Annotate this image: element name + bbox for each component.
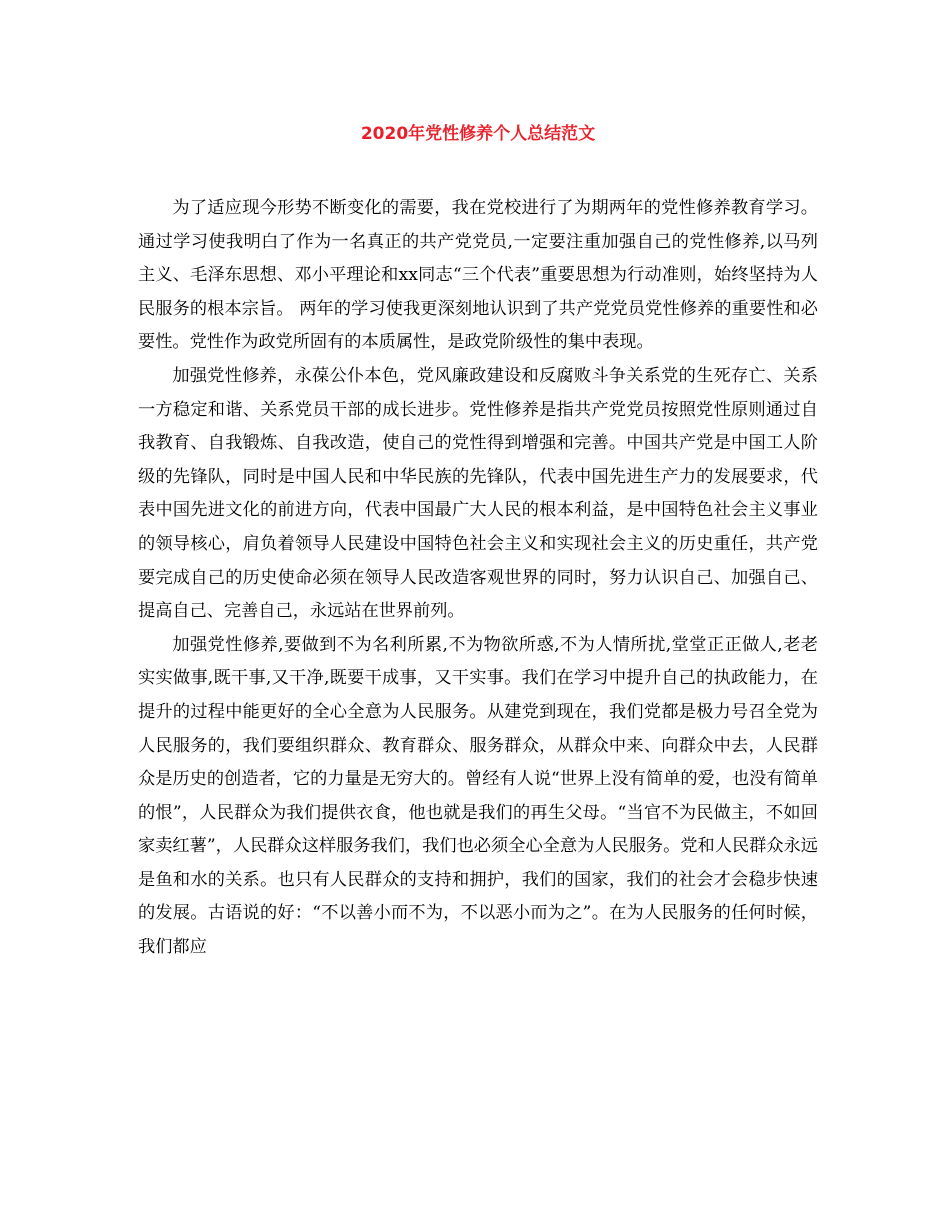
paragraph-3: 加强党性修养,要做到不为名利所累,不为物欲所惑,不为人情所扰,堂堂正正做人,老老实实做事,既干事,又干净,既要干成事，又干实事。我们在学习中提升自己的执政能力，在提升的过程中能更好的全心全意为人民服务。从建党到现在，我们党都是极力号召全党为人民服务的，我们要组织群众、教育群众、服务群众，从群众中来、向群众中去，人民群众是历史的创造者，它的力量是无穷大的。曾经有人说“世界上没有简单的爱，也没有简单的恨”，人民群众为我们提供衣食，他也就是我们的再生父母。“当官不为民做主，不如回家卖红薯”，人民群众这样服务我们，我们也必须全心全意为人民服务。党和人民群众永远是鱼和水的关系。也只有人民群众的支持和拥护，我们的国家，我们的社会才会稳步快速的发展。古语说的好：“不以善小而不为，不以恶小而为之”。在为人民服务的任何时候，我们都应: [138, 634, 818, 958]
document-body: [138, 192, 818, 965]
paragraph-2: 加强党性修养，永葆公仆本色，党风廉政建设和反腐败斗争关系党的生死存亡、关系一方稳定和谐、关系党员干部的成长进步。党性修养是指共产党党员按照党性原则通过自我教育、自我锻炼、自我改造，使自己的党性得到增强和完善。中国共产党是中国工人阶级的先锋队，同时是中国人民和中华民族的先锋队，代表中国先进生产力的发展要求，代表中国先进文化的前进方向，代表中国最广大人民的根本利益，是中国特色社会主义事业的领导核心，肩负着领导人民建设中国特色社会主义和实现社会主义的历史重任，共产党要完成自己的历史使命必须在领导人民改造客观世界的同时，努力认识自己、加强自己、提高自己、完善自己，永远站在世界前列。: [138, 365, 818, 622]
document-title: 2020年党性修养个人总结范文: [360, 124, 596, 144]
paragraph-1: 为了适应现今形势不断变化的需要，我在党校进行了为期两年的党性修养教育学习。通过学习使我明白了作为一名真正的共产党党员,一定要注重加强自己的党性修养,以马列主义、毛泽东思想、邓小平理论和xx同志“三个代表”重要思想为行动准则，始终坚持为人民服务的根本宗旨。 两年的学习使我更深刻地认识到了共产党党员党性修养的重要性和必要性。党性作为政党所固有的本质属性，是政党阶级性的集中表现。: [138, 198, 818, 353]
